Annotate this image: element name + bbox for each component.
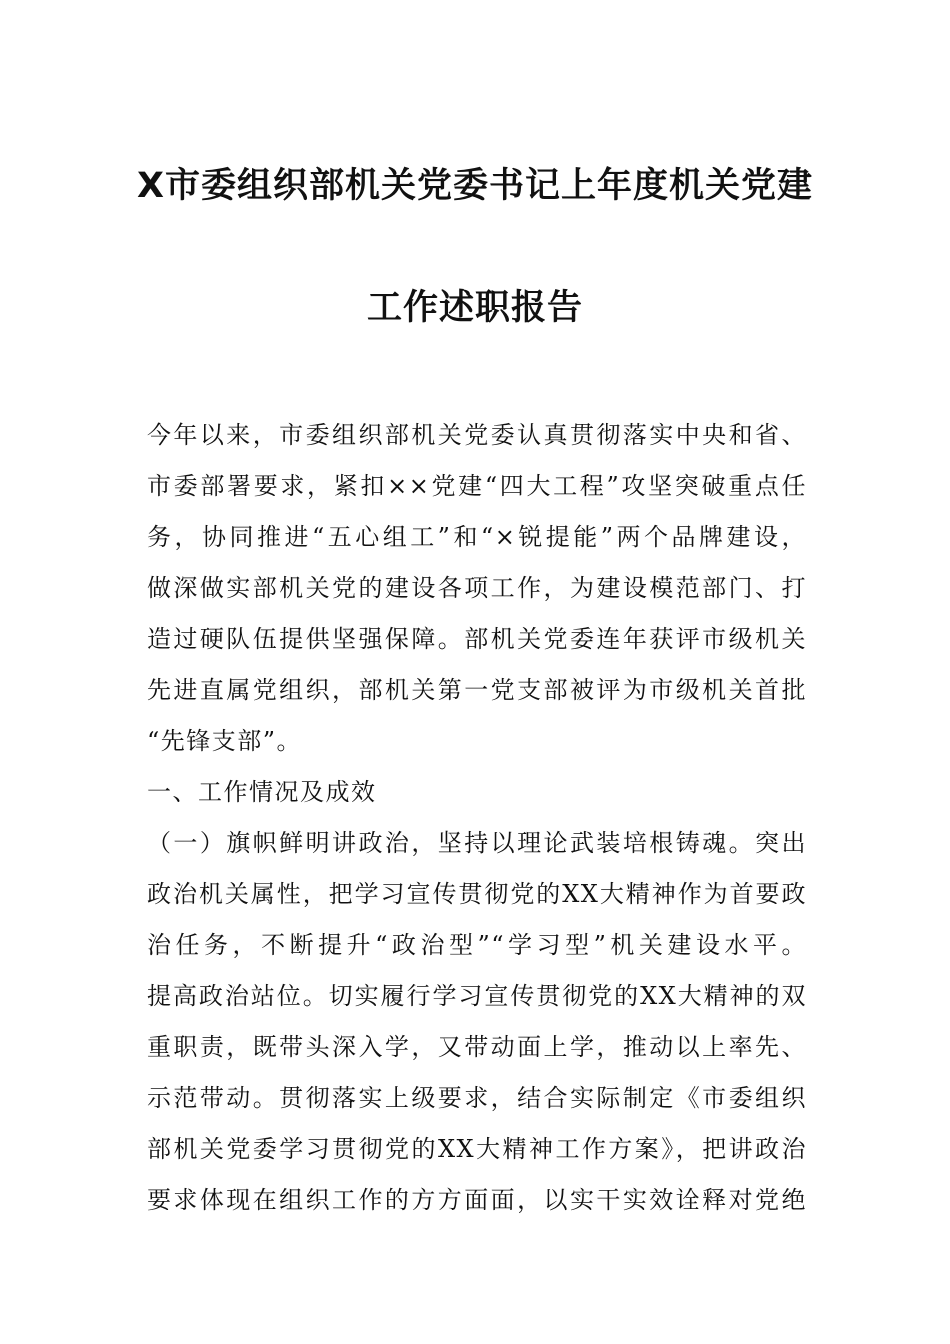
body-line: 造过硬队伍提供坚强保障。部机关党委连年获评市级机关 [147,625,807,653]
body-line: “先锋支部”。 [147,727,303,755]
section-heading: 一、工作情况及成效 [147,778,377,806]
body-line: 务，协同推进“五心组工”和“×锐提能”两个品牌建设， [147,523,807,551]
body-line: 今年以来，市委组织部机关党委认真贯彻落实中央和省、 [147,421,807,449]
body-line: 重职责，既带头深入学，又带动面上学，推动以上率先、 [147,1033,807,1061]
document-title-line-2: 工作述职报告 [366,288,583,328]
body-line: 要求体现在组织工作的方方面面，以实干实效诠释对党绝 [147,1186,807,1214]
body-line: 先进直属党组织，部机关第一党支部被评为市级机关首批 [147,676,807,704]
body-line: 部机关党委学习贯彻党的XX大精神工作方案》，把讲政治 [147,1135,807,1163]
body-line: 做深做实部机关党的建设各项工作，为建设模范部门、打 [147,574,807,602]
body-line: （一）旗帜鲜明讲政治，坚持以理论武装培根铸魂。突出 [147,829,807,857]
document-title-line-1: X市委组织部机关党委书记上年度机关党建 [137,166,813,206]
body-line: 提高政治站位。切实履行学习宣传贯彻党的XX大精神的双 [147,982,807,1010]
body-line: 治任务，不断提升“政治型”“学习型”机关建设水平。 [147,931,807,959]
body-line: 市委部署要求，紧扣××党建“四大工程”攻坚突破重点任 [147,472,807,500]
document-body [147,410,807,1226]
body-line: 政治机关属性，把学习宣传贯彻党的XX大精神作为首要政 [147,880,807,908]
body-line: 示范带动。贯彻落实上级要求，结合实际制定《市委组织 [147,1084,807,1112]
